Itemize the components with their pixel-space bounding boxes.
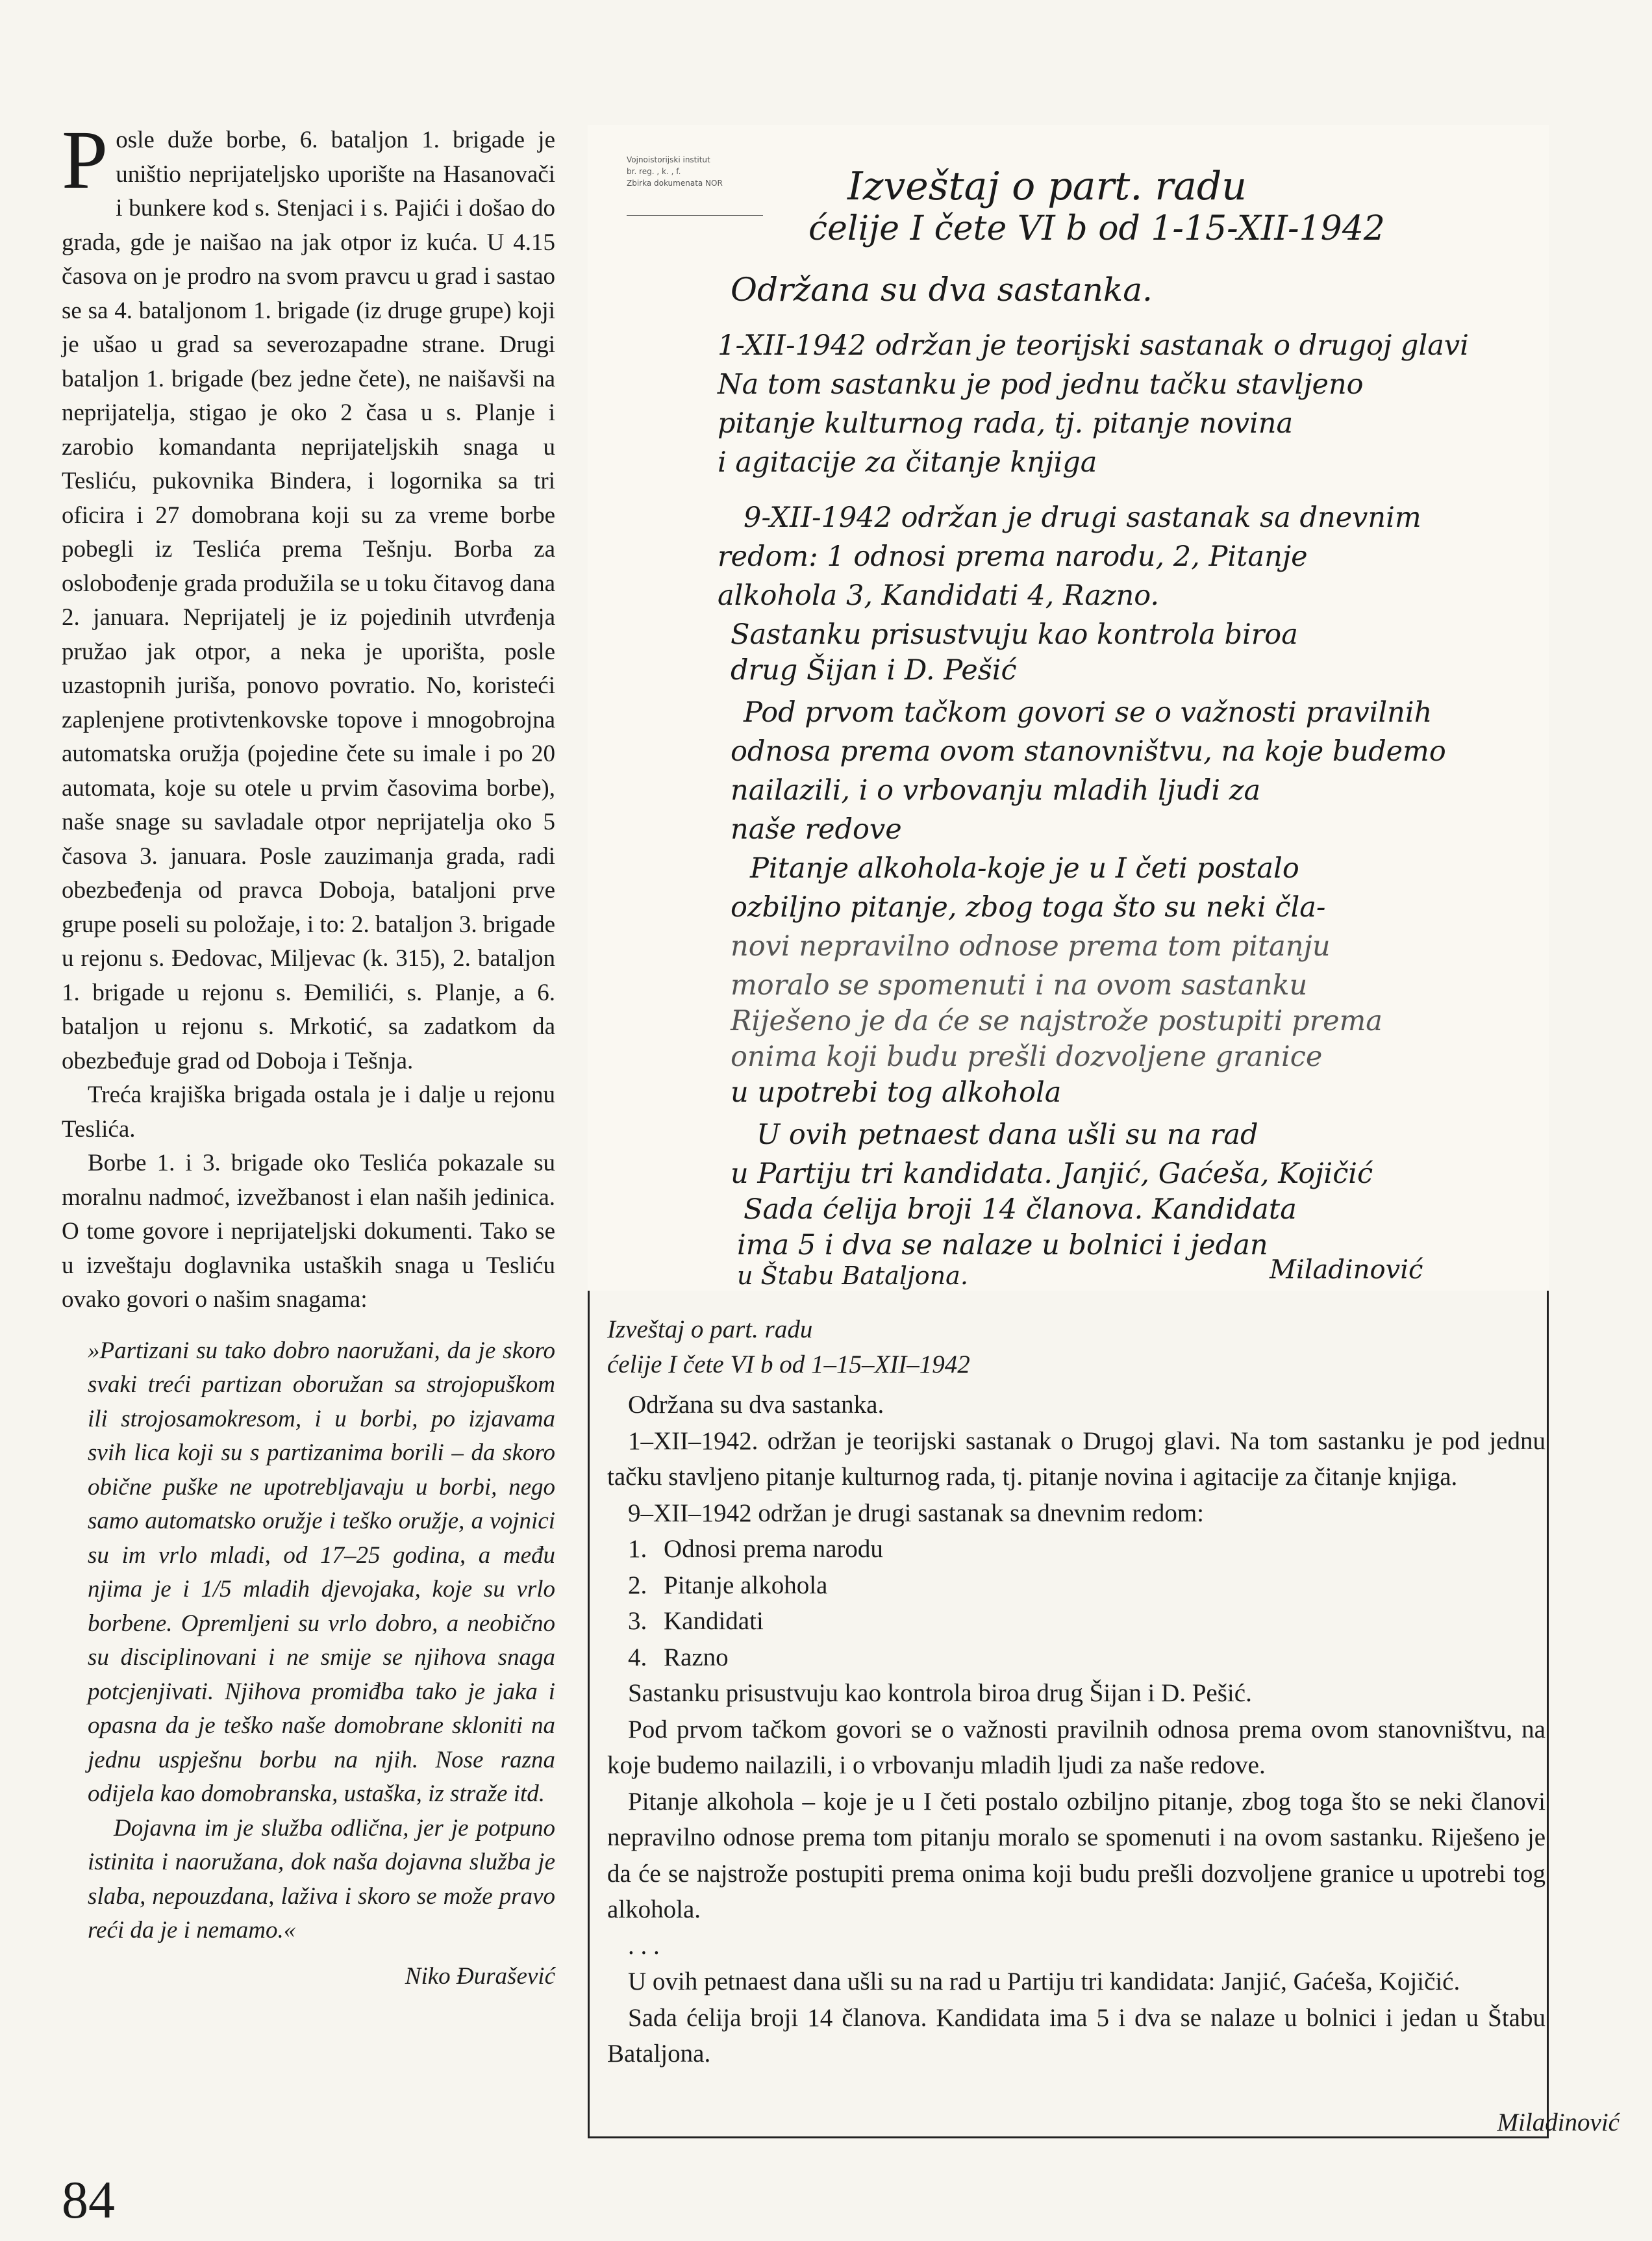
hw-line-27: ima 5 i dva se nalaze u bolnici i jedan bbox=[737, 1229, 1268, 1261]
left-column bbox=[62, 114, 555, 1990]
transcript-p2: 1–XII–1942. održan je teorijski sastanak o Drugoj glavi. Na tom sastanku je pod jednu tačku stavljeno pitanje kulturnog rada, tj. pitanje novina i agitacije za čitanje knjiga. bbox=[607, 1426, 1546, 1491]
page-number: 84 bbox=[62, 2170, 115, 2229]
hw-line-7: i agitacije za čitanje knjiga bbox=[718, 446, 1097, 479]
hw-line-9: redom: 1 odnosi prema narodu, 2, Pitanje bbox=[718, 540, 1308, 573]
transcript-p4: Sastanku prisustvuju kao kontrola biroa drug Šijan i D. Pešić. bbox=[628, 1679, 1252, 1707]
caption-line-2: ćelije I čete VI b od 1–15–XII–1942 bbox=[607, 1350, 970, 1378]
transcript-ellipsis: . . . bbox=[628, 1931, 660, 1960]
hw-line-5: Na tom sastanku je pod jednu tačku stavljeno bbox=[718, 368, 1364, 401]
hw-line-24: U ovih petnaest dana ušli su na rad bbox=[757, 1119, 1258, 1151]
transcript-p1: Održana su dva sastanka. bbox=[628, 1391, 884, 1419]
agenda-text: Razno bbox=[664, 1643, 729, 1671]
intro-paragraph bbox=[62, 114, 555, 1078]
intro-text: osle duže borbe, 6. bataljon 1. brigade je uništio neprijateljsko uporište na Hasanovači i bunkere kod s. Stenjaci i s. Pajići i došao do grada, gde je naišao na jak otpor iz kuća. U 4.15 časova on je prodro na svom pravcu u grad i sastao se sa 4. bataljonom 1. brigade (iz druge grupe) koji je ušao u grad sa severozapadne strane. Drugi bataljon 1. brigade (bez jedne čete), ne naišavši na neprijatelja, stigao je oko 2 časa u s. Planje i zarobio komandanta neprijateljskih snaga u Tesliću, pukovnika Bindera, i logornika sa tri oficira i 27 domobrana koji su za vreme borbe pobegli iz Teslića prema Tešnju. Borba za oslobođenje grada produžila se u toku čitavog dana 2. januara. Neprijatelj je iz pojedinih utvrđenja pružao jak otpor, a neka je uporišta, posle uzastopnih juriša, ponovo povratio. No, koristeći zaplenjene protivtenkovske topove i mnogobrojna automatska oružja (pojedine čete su imale i po 20 automata, koje su otele u prvim časovima borbe), naše snage su savladale otpor neprijatelja oko 5 časova 3. januara. Posle zauzimanja grada, radi obezbeđenja od pravca Doboja, bataljoni prve grupe poseli su položaje, i to: 2. bataljon 3. brigade u rejonu s. Đedovac, Miljevac (k. 315), 2. bataljon 1. brigade u rejonu s. Đemilići, s. Planje, a 6. bataljon u rejonu s. Mrkotić, sa zadatkom da obezbeđuje grad od Doboja i Tešnja. bbox=[62, 127, 555, 1074]
hw-line-15: nailazili, i o vrbovanju mladih ljudi za bbox=[731, 774, 1261, 807]
stamp-line-2: br. reg. , k. , f. bbox=[627, 167, 681, 176]
archive-stamp bbox=[627, 154, 776, 245]
agenda-number: 3. bbox=[628, 1607, 647, 1635]
transcript-p7: U ovih petnaest dana ušli su na rad u Partiju tri kandidata: Janjić, Gaćeša, Kojičić. bbox=[628, 1968, 1460, 1995]
stamp-line-3: Zbirka dokumenata NOR bbox=[627, 179, 723, 188]
agenda-number: 1. bbox=[628, 1535, 647, 1563]
hw-line-19: novi nepravilno odnose prema tom pitanju bbox=[731, 930, 1331, 963]
hw-line-20: moralo se spomenuti i na ovom sastanku bbox=[731, 969, 1308, 1002]
hw-line-17: Pitanje alkohola-koje je u I četi postalo bbox=[750, 852, 1299, 885]
drop-cap: P bbox=[62, 114, 108, 206]
transcript-p8: Sada ćelija broji 14 članova. Kandidata ima 5 i dva se nalaze u bolnici i jedan u Štabu Bataljona. bbox=[607, 2003, 1546, 2068]
agenda-text: Kandidati bbox=[664, 1607, 764, 1635]
hw-line-21: Riješeno je da će se najstrože postupiti prema bbox=[731, 1005, 1383, 1037]
hw-line-10: alkohola 3, Kandidati 4, Razno. bbox=[718, 579, 1160, 612]
transcript bbox=[607, 1387, 1546, 2072]
stamp-underline bbox=[627, 196, 763, 216]
hw-line-16: naše redove bbox=[731, 813, 902, 846]
agenda-item bbox=[607, 1567, 1546, 1604]
author-signature: Niko Đurašević bbox=[405, 1962, 555, 1990]
hw-line-26: Sada ćelija broji 14 članova. Kandidata bbox=[744, 1193, 1297, 1226]
transcript-p5: Pod prvom tačkom govori se o važnosti pravilnih odnosa prema ovom stanovništvu, na koje budemo nailazili, i o vrbovanju mladih ljudi za naše redove. bbox=[607, 1715, 1546, 1779]
caption-line-1: Izveštaj o part. radu bbox=[607, 1315, 813, 1343]
agenda-item bbox=[607, 1603, 1546, 1640]
agenda-text: Pitanje alkohola bbox=[664, 1571, 828, 1599]
hw-line-25: u Partiju tri kandidata. Janjić, Gaćeša, Kojičić bbox=[731, 1158, 1373, 1190]
hw-line-8: 9-XII-1942 održan je drugi sastanak sa dnevnim bbox=[744, 501, 1421, 534]
enemy-report-quote bbox=[62, 1334, 555, 1948]
transcript-p3: 9–XII–1942 održan je drugi sastanak sa dnevnim redom: bbox=[628, 1499, 1205, 1527]
hw-line-28: u Štabu Bataljona. bbox=[737, 1261, 968, 1290]
hw-title-line-2: ćelije I čete VI b od 1-15-XII-1942 bbox=[808, 209, 1385, 248]
agenda-text: Odnosi prema narodu bbox=[664, 1535, 883, 1563]
hw-title-line: Izveštaj o part. radu bbox=[847, 164, 1247, 209]
agenda-item bbox=[607, 1531, 1546, 1567]
hw-line-3: Održana su dva sastanka. bbox=[731, 271, 1153, 309]
transcript-signature: Miladinović bbox=[1497, 2108, 1620, 2136]
hw-line-6: pitanje kulturnog rada, tj. pitanje novina bbox=[718, 407, 1294, 440]
paragraph-3: Borbe 1. i 3. brigade oko Teslića pokazale su moralnu nadmoć, izvežbanost i elan naših jedinica. O tome govore i neprijateljski dokumenti. Tako se u izveštaju doglavnika ustaških snaga u Tesliću ovako govori o našim snagama: bbox=[62, 1150, 555, 1313]
quote-paragraph-2: Dojavna im je služba odlična, jer je potpuno istinita i naoružana, dok naša dojavna služba je slaba, nepouzdana, laživa i skoro se može pravo reći da je i nemamo.« bbox=[88, 1814, 555, 1943]
hw-line-12: drug Šijan i D. Pešić bbox=[731, 654, 1017, 687]
hw-line-23: u upotrebi tog alkohola bbox=[731, 1076, 1062, 1109]
hw-line-14: odnosa prema ovom stanovništvu, na koje budemo bbox=[731, 735, 1446, 768]
hw-line-11: Sastanku prisustvuju kao kontrola biroa bbox=[731, 618, 1298, 651]
hw-signature: Miladinović bbox=[1270, 1255, 1423, 1285]
facsimile-caption bbox=[607, 1312, 1542, 1382]
hw-line-4: 1-XII-1942 održan je teorijski sastanak o drugoj glavi bbox=[718, 329, 1469, 362]
transcript-p6: Pitanje alkohola – koje je u I četi postalo ozbiljno pitanje, zbog toga što se neki članovi nepravilno odnose prema tom pitanju moralo se spomenuti i na ovom sastanku. Riješeno je da će se najstrože postupiti prema onima koji budu prešli dozvoljene granice u upotrebi tog alkohola. bbox=[607, 1787, 1546, 1923]
quote-paragraph-1: »Partizani su tako dobro naoružani, da je skoro svaki treći partizan oboružan sa strojopuškom ili strojosamokresom, i u borbi, po izjavama svih lica koji su s partizanima borili – da skoro obične puške ne upotrebljavaju u borbi, nego samo automatsko oružje i teško oružje, a vojnici su im vrlo mladi, od 17–25 godina, a među njima je i 1/5 mladih djevojaka, koje su vrlo borbene. Opremljeni su vrlo dobro, a neobično su disciplinovani i ne smije se njihova snaga potcjenjivati. Njihova promiđba tako je jaka i opasna da je teško naše domobrane skloniti na jednu uspješnu borbu na njih. Nose razna odijela kao domobranska, ustaška, iz straže itd. bbox=[88, 1337, 555, 1807]
hw-line-13: Pod prvom tačkom govori se o važnosti pravilnih bbox=[744, 696, 1433, 729]
hw-line-22: onima koji budu prešli dozvoljene granice bbox=[731, 1041, 1323, 1073]
paragraph-2: Treća krajiška brigada ostala je i dalje u rejonu Teslića. bbox=[62, 1082, 555, 1143]
agenda-item bbox=[607, 1640, 1546, 1676]
hw-line-18: ozbiljno pitanje, zbog toga što su neki čla- bbox=[731, 891, 1326, 924]
agenda-number: 2. bbox=[628, 1571, 647, 1599]
handwritten-facsimile bbox=[588, 125, 1549, 1291]
agenda-number: 4. bbox=[628, 1643, 647, 1671]
stamp-line-1: Vojnoistorijski institut bbox=[627, 155, 710, 164]
